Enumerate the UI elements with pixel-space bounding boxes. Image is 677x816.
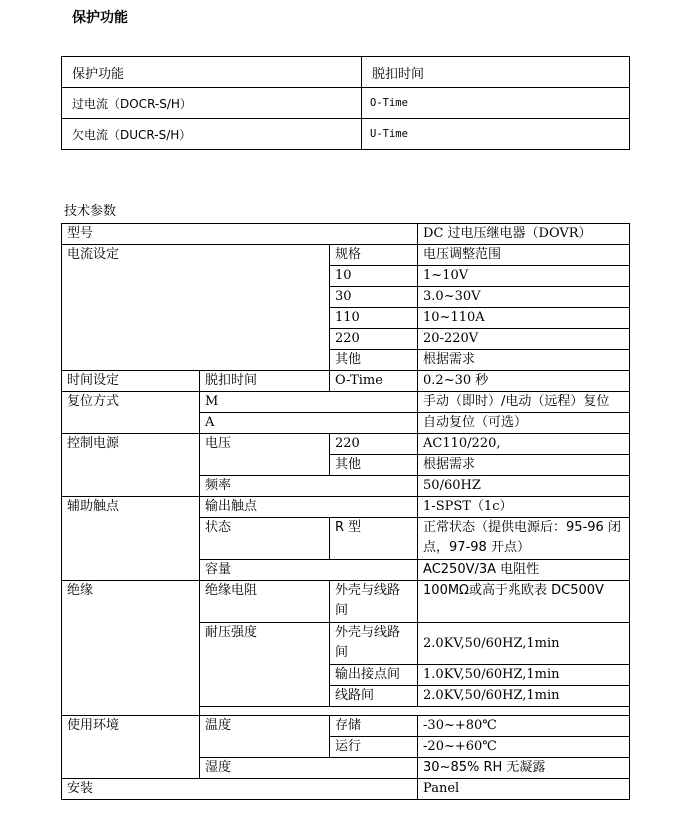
table-cell: 时间设定 (62, 371, 200, 392)
table-cell: R 型 (330, 518, 418, 560)
table-cell: 过电流（DOCR-S/H） (62, 88, 362, 119)
table-row (62, 581, 630, 623)
table-cell: 脱扣时间 (200, 371, 330, 392)
table-cell: 电流设定 (62, 245, 330, 371)
table-cell: 线路间 (330, 686, 418, 707)
table-cell: 根据需求 (418, 455, 630, 476)
section-title: 保护功能 (72, 10, 128, 26)
table-cell: 规格 (330, 245, 418, 266)
table-cell: 湿度 (200, 758, 418, 779)
table-cell: 其他 (330, 455, 418, 476)
table-cell: 运行 (330, 737, 418, 758)
table-cell: 100MΩ或高于兆欧表 DC500V (418, 581, 630, 623)
table-cell: 温度 (200, 716, 330, 758)
table-cell: 3.0~30V (418, 287, 630, 308)
table-cell: 根据需求 (418, 350, 630, 371)
table-cell: 10 (330, 266, 418, 287)
table-cell: 存储 (330, 716, 418, 737)
table-cell: 自动复位（可选） (418, 413, 630, 434)
table-cell: -30~+80℃ (418, 716, 630, 737)
table-cell: 状态 (200, 518, 330, 560)
table-cell: 50/60HZ (418, 476, 630, 497)
table-cell: M (200, 392, 418, 413)
table-row (62, 779, 630, 800)
table-row (62, 497, 630, 518)
table-row (62, 392, 630, 413)
table-cell: U-Time (362, 119, 630, 150)
table-cell: 0.2~30 秒 (418, 371, 630, 392)
table-cell: 220 (330, 329, 418, 350)
table-cell: 电压调整范围 (418, 245, 630, 266)
table-row (62, 88, 630, 119)
table-cell: 其他 (330, 350, 418, 371)
table-cell: 安装 (62, 779, 418, 800)
table-cell: 1-SPST（1c） (418, 497, 630, 518)
table-cell: 外壳与线路间 (330, 581, 418, 623)
table-cell: 绝缘 (62, 581, 200, 716)
table-cell: 10~110A (418, 308, 630, 329)
table-cell: 绝缘电阻 (200, 581, 330, 623)
table-cell: AC250V/3A 电阻性 (418, 560, 630, 581)
table-cell: 容量 (200, 560, 418, 581)
table-cell: 辅助触点 (62, 497, 200, 581)
table-row (62, 434, 630, 455)
table-cell: DC 过电压继电器（DOVR） (418, 224, 630, 245)
table-cell: O-Time (330, 371, 418, 392)
table-cell: 型号 (62, 224, 418, 245)
table-cell: 正常状态（提供电源后：95-96 闭点，97-98 开点） (418, 518, 630, 560)
table-cell: Panel (418, 779, 630, 800)
table-cell: 输出接点间 (330, 665, 418, 686)
table-row (62, 716, 630, 737)
table-cell: AC110/220, (418, 434, 630, 455)
table-cell: 220 (330, 434, 418, 455)
protection-table (61, 56, 630, 150)
table-cell: 2.0KV,50/60HZ,1min (418, 623, 630, 665)
table-cell: 110 (330, 308, 418, 329)
table-cell: 耐压强度 (200, 623, 330, 707)
tech-table (61, 223, 630, 800)
table-row (62, 224, 630, 245)
table-row (62, 245, 630, 266)
table-row (62, 57, 630, 88)
table-cell: -20~+60℃ (418, 737, 630, 758)
table-cell: 电压 (200, 434, 330, 476)
table-cell: 输出触点 (200, 497, 418, 518)
table-cell: 30 (330, 287, 418, 308)
table-cell: 20-220V (418, 329, 630, 350)
table-cell: 使用环境 (62, 716, 200, 779)
table-cell: 外壳与线路间 (330, 623, 418, 665)
table-cell: 1.0KV,50/60HZ,1min (418, 665, 630, 686)
header-cell: 脱扣时间 (362, 57, 630, 88)
table-row (62, 371, 630, 392)
table-cell: 复位方式 (62, 392, 200, 434)
table-cell: 30~85% RH 无凝露 (418, 758, 630, 779)
table-cell: 频率 (200, 476, 418, 497)
table-cell: O-Time (362, 88, 630, 119)
tech-caption: 技术参数 (64, 204, 117, 219)
table-cell: A (200, 413, 418, 434)
header-cell: 保护功能 (62, 57, 362, 88)
table-cell: 欠电流（DUCR-S/H） (62, 119, 362, 150)
table-cell: 2.0KV,50/60HZ,1min (418, 686, 630, 707)
table-row (62, 119, 630, 150)
table-cell: 1~10V (418, 266, 630, 287)
table-cell: 控制电源 (62, 434, 200, 497)
table-cell: 手动（即时）/电动（远程）复位 (418, 392, 630, 413)
empty-cell (200, 707, 630, 716)
